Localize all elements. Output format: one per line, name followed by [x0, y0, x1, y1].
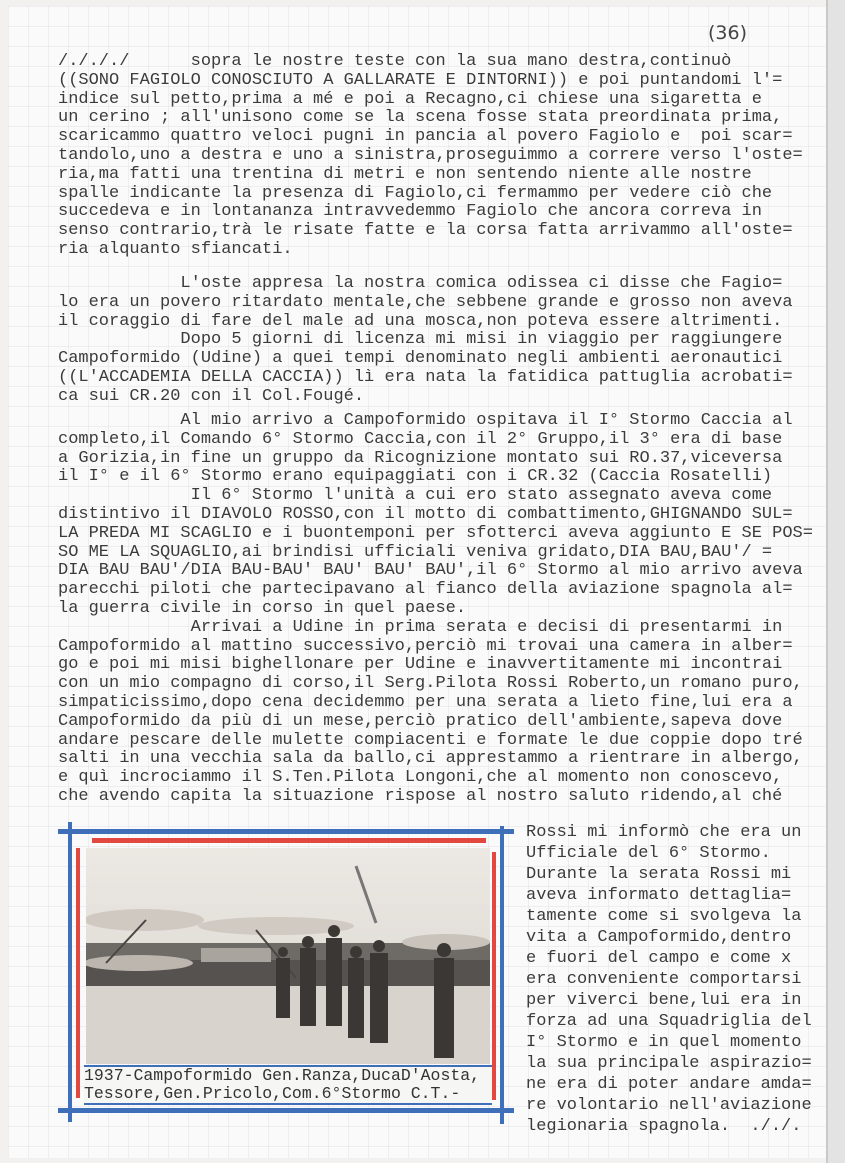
- text-line: re volontario nell'aviazione: [526, 1096, 812, 1115]
- text-line: ria,ma fatti una trentina di metri e non sentendo niente alle nostre: [58, 164, 752, 184]
- text-line: distintivo il DIAVOLO ROSSO,con il motto di combattimento,GHIGNANDO SUL=: [58, 504, 793, 524]
- text-line: legionaria spagnola. ././.: [526, 1117, 802, 1136]
- text-line: il I° e il 6° Stormo erano equipaggiati con i CR.32 (Caccia Rosatelli): [58, 467, 773, 487]
- page-number: (36): [708, 22, 748, 44]
- text-line: la guerra civile in corso in quel paese.: [58, 598, 467, 618]
- text-line: e quì incrociammo il S.Ten.Pilota Longoni,che al momento non conoscevo,: [58, 768, 783, 788]
- text-line: ((SONO FAGIOLO CONOSCIUTO A GALLARATE E DINTORNI)) e poi puntandomi l'=: [58, 70, 783, 90]
- text-line: ca sui CR.20 con il Col.Fougé.: [58, 386, 365, 406]
- text-line: Ufficiale del 6° Stormo.: [526, 844, 771, 863]
- text-line: Il 6° Stormo l'unità a cui ero stato assegnato aveva come: [58, 486, 773, 506]
- text-line: tandolo,uno a destra e uno a sinistra,proseguimmo a correre verso l'oste=: [58, 145, 803, 165]
- photo-caption: [84, 1065, 492, 1105]
- frame-blue-left: [68, 822, 72, 1122]
- text-line: il coraggio di fare del male ad una mosca,non poteva essere altrimenti.: [58, 311, 783, 331]
- text-line: a Gorizia,in fine un gruppo da Ricognizione montato sui RO.37,viceversa: [58, 448, 783, 468]
- text-line: Durante la serata Rossi mi: [526, 865, 792, 884]
- text-line: completo,il Comando 6° Stormo Caccia,con il 2° Gruppo,il 3° era di base: [58, 429, 783, 449]
- text-line: vita a Campoformido,dentro: [526, 928, 792, 947]
- text-line: L'oste appresa la nostra comica odissea ci disse che Fagio=: [58, 274, 783, 293]
- frame-red-top: [92, 838, 486, 843]
- text-line: Al mio arrivo a Campoformido ospitava il I° Stormo Caccia al: [58, 411, 793, 430]
- text-line: Campoformido da più di un mese,perciò pratico dell'ambiente,sapeva dove: [58, 711, 783, 731]
- text-line: Rossi mi informò che era un: [526, 823, 802, 842]
- text-line: go e poi mi misi bighellonare per Udine e inavvertitamente mi incontrai: [58, 655, 783, 675]
- frame-red-right: [492, 852, 496, 1100]
- text-line: succedeva e in lontananza intravvedemmo Fagiolo che ancora correva in: [58, 202, 762, 222]
- text-line: spalle indicante la presenza di Fagiolo,ci fermammo per vedere ciò che: [58, 183, 773, 203]
- frame-blue-top: [58, 829, 514, 834]
- text-line: parecchi piloti che partecipavano al fianco della aviazione spagnola al=: [58, 580, 793, 600]
- frame-red-left: [76, 848, 80, 1098]
- text-line: andare pescare delle mulette compiacenti e formate le due coppie dopo tré: [58, 730, 803, 750]
- historical-photo: [86, 848, 490, 1064]
- text-line: ((L'ACCADEMIA DELLA CACCIA)) lì era nata la fatidica pattuglia acrobati=: [58, 367, 793, 387]
- text-line: DIA BAU BAU'/DIA BAU-BAU' BAU' BAU' BAU',il 6° Stormo al mio arrivo aveva: [58, 561, 803, 581]
- text-line: indice sul petto,prima a mé e poi a Recagno,ci chiese una sigaretta e: [58, 89, 762, 109]
- text-line: Campoformido (Udine) a quei tempi denominato negli ambienti aeronautici: [58, 349, 783, 369]
- text-line: forza ad una Squadriglia del: [526, 1012, 812, 1031]
- paragraph-block-1: [58, 53, 803, 260]
- text-line: tamente come si svolgeva la: [526, 907, 802, 926]
- text-line: ria alquanto sfiancati.: [58, 239, 293, 259]
- text-line: senso contrario,trà le risate fatte e la corsa fatta arrivammo all'oste=: [58, 221, 793, 241]
- frame-blue-bottom: [58, 1108, 514, 1113]
- text-line: e fuori del campo e come x: [526, 949, 792, 968]
- text-line: Dopo 5 giorni di licenza mi misi in viaggio per raggiungere: [58, 330, 783, 350]
- text-line: un cerino ; all'unisono come se la scena fosse stata preordinata prima,: [58, 108, 783, 128]
- text-line: I° Stormo e in quel momento: [526, 1033, 802, 1052]
- paragraph-block-3: [58, 412, 813, 807]
- page-edge: [826, 0, 845, 1163]
- text-line: scaricammo quattro veloci pugni in pancia al povero Fagiolo e poi scar=: [58, 127, 793, 147]
- text-line: la sua principale aspirazio=: [526, 1054, 812, 1073]
- text-line: aveva informato dettaglia=: [526, 886, 792, 905]
- text-line: Campoformido al mattino successivo,perciò mi trovai una camera in alber=: [58, 636, 793, 656]
- text-line: LA PREDA MI SCAGLIO e i buontemponi per sfotterci aveva aggiunto E SE POS=: [58, 523, 813, 543]
- text-line: che avendo capita la situazione rispose al nostro saluto ridendo,al ché: [58, 786, 783, 806]
- text-line: SO ME LA SQUAGLIO,ai brindisi ufficiali veniva gridato,DIA BAU,BAU'/ =: [58, 542, 773, 562]
- right-column-text: [526, 822, 812, 1137]
- text-line: salti in una vecchia sala da ballo,ci apprestammo a rientrare in albergo,: [58, 749, 803, 769]
- text-line: per viverci bene,lui era in: [526, 991, 802, 1010]
- text-line: Arrivai a Udine in prima serata e decisi di presentarmi in: [58, 617, 783, 637]
- frame-blue-right: [500, 826, 504, 1124]
- text-line: Tessore,Gen.Pricolo,Com.6°Stormo C.T.-: [84, 1084, 461, 1103]
- text-line: simpaticissimo,dopo cena decidemmo per una serata a lieto fine,lui era a: [58, 692, 793, 712]
- text-line: era conveniente comportarsi: [526, 970, 802, 989]
- text-line: lo era un povero ritardato mentale,che sebbene grande e grosso non aveva: [58, 292, 793, 312]
- text-line: /./././ sopra le nostre teste con la sua mano destra,continuò: [58, 52, 732, 71]
- text-line: con un mio compagno di corso,il Serg.Pilota Rossi Roberto,un romano puro,: [58, 674, 803, 694]
- paragraph-block-2: [58, 275, 793, 407]
- text-line: 1937-Campoformido Gen.Ranza,DucaD'Aosta,: [84, 1066, 481, 1085]
- text-line: ne era di poter andare amda=: [526, 1075, 812, 1094]
